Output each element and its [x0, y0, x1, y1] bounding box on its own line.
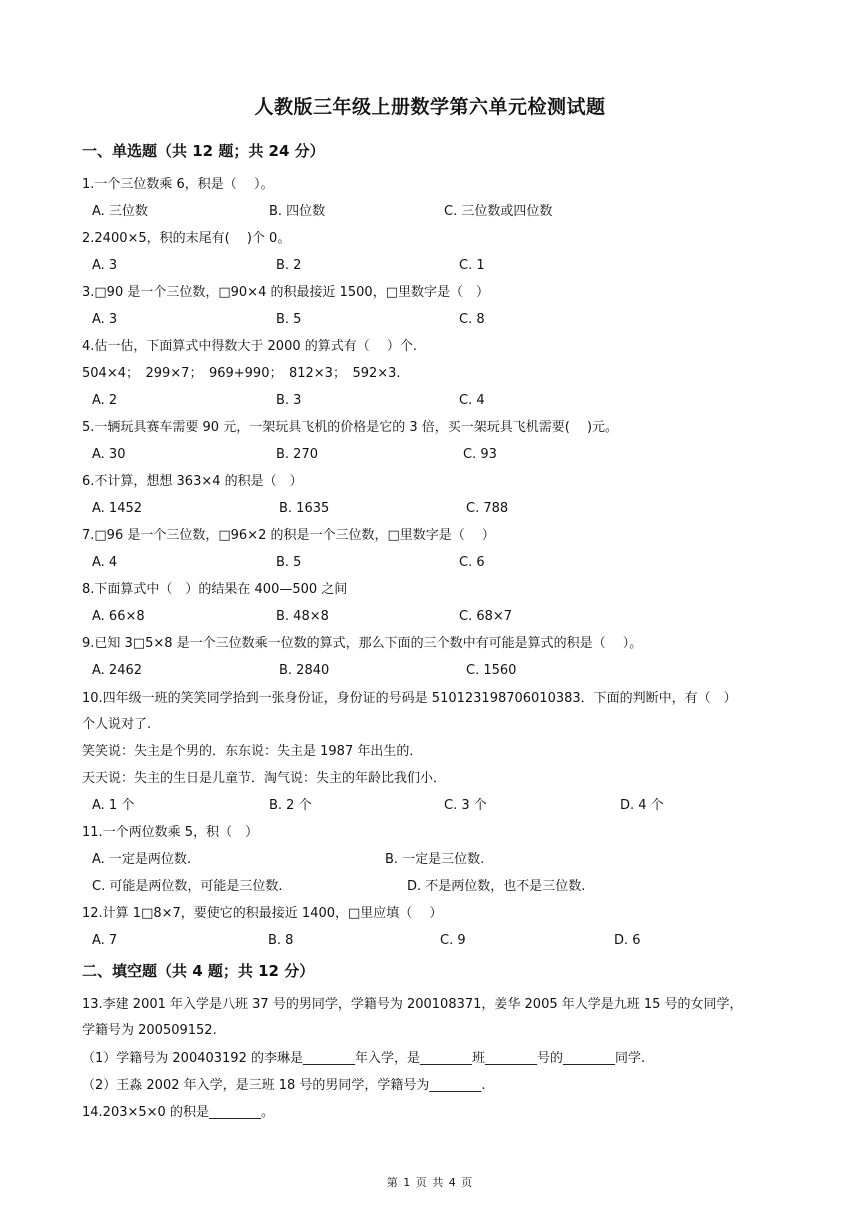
question-1-stem: 1.一个三位数乘 6，积是（ ）。 — [82, 177, 274, 192]
question-8-option-c: C. 68×7 — [459, 609, 513, 624]
question-6-option-a: A. 1452 — [92, 501, 143, 516]
question-14-stem: 14.203×5×0 的积是________。 — [82, 1105, 274, 1120]
question-13-sub-2: （2）王淼 2002 年入学，是三班 18 号的男同学，学籍号为________. — [82, 1078, 486, 1093]
question-10-stem: 10.四年级一班的笑笑同学拾到一张身份证，身份证的号码是 510123198706010383．下面的判断中，有（ ） — [82, 691, 737, 706]
question-10-statement-2: 天天说：失主的生日是儿童节．淘气说：失主的年龄比我们小． — [82, 771, 447, 786]
question-12-option-d: D. 6 — [614, 933, 641, 948]
question-3-option-a: A. 3 — [92, 312, 118, 327]
section-heading-single-choice: 一、单选题（共 12 题；共 24 分） — [82, 142, 325, 160]
question-3-option-b: B. 5 — [276, 312, 302, 327]
question-5-option-a: A. 30 — [92, 447, 126, 462]
question-1-option-b: B. 四位数 — [269, 204, 326, 219]
question-2-option-b: B. 2 — [276, 258, 302, 273]
question-10-option-c: C. 3 个 — [444, 798, 487, 813]
question-8-option-a: A. 66×8 — [92, 609, 145, 624]
question-13-stem: 13.李建 2001 年入学是八班 37 号的男同学，学籍号为 200108371，姜华 2005 年人学是九班 15 号的女同学， — [82, 997, 743, 1012]
question-10-option-b: B. 2 个 — [269, 798, 312, 813]
question-5-option-c: C. 93 — [463, 447, 497, 462]
question-7-option-a: A. 4 — [92, 555, 118, 570]
question-12-option-c: C. 9 — [440, 933, 466, 948]
question-10-stem-cont: 个人说对了. — [82, 717, 152, 732]
question-2-option-a: A. 3 — [92, 258, 118, 273]
question-9-stem: 9.已知 3□5×8 是一个三位数乘一位数的算式，那么下面的三个数中有可能是算式的积是（ ）。 — [82, 636, 643, 651]
question-7-stem: 7.□96 是一个三位数，□96×2 的积是一个三位数，□里数字是（ ） — [82, 528, 495, 543]
question-6-option-c: C. 788 — [466, 501, 509, 516]
question-13-sub-1: （1）学籍号为 200403192 的李琳是________年入学，是________班________号的________同学. — [82, 1051, 646, 1066]
question-2-option-c: C. 1 — [459, 258, 485, 273]
question-4-expressions: 504×4； 299×7； 969+990； 812×3； 592×3. — [82, 366, 401, 381]
question-4-option-b: B. 3 — [276, 393, 302, 408]
page-footer: 第 1 页 共 4 页 — [386, 1176, 474, 1189]
question-9-option-a: A. 2462 — [92, 663, 143, 678]
question-5-stem: 5.一辆玩具赛车需要 90 元，一架玩具飞机的价格是它的 3 倍，买一架玩具飞机需要( )元。 — [82, 420, 619, 435]
question-11-option-d: D. 不是两位数，也不是三位数. — [407, 879, 586, 894]
section-heading-fill-blank: 二、填空题（共 4 题；共 12 分） — [82, 962, 315, 980]
question-10-option-d: D. 4 个 — [620, 798, 664, 813]
question-11-option-c: C. 可能是两位数，可能是三位数. — [92, 879, 283, 894]
question-10-option-a: A. 1 个 — [92, 798, 135, 813]
question-11-option-a: A. 一定是两位数. — [92, 852, 192, 867]
question-12-stem: 12.计算 1□8×7，要使它的积最接近 1400，□里应填（ ） — [82, 906, 443, 921]
question-6-option-b: B. 1635 — [279, 501, 330, 516]
question-2-stem: 2.2400×5，积的末尾有( )个 0。 — [82, 231, 291, 246]
question-11-stem: 11.一个两位数乘 5，积（ ） — [82, 825, 259, 840]
question-12-option-a: A. 7 — [92, 933, 118, 948]
question-12-option-b: B. 8 — [268, 933, 294, 948]
page-title: 人教版三年级上册数学第六单元检测试题 — [254, 96, 606, 118]
question-4-stem: 4.估一估，下面算式中得数大于 2000 的算式有（ ）个. — [82, 339, 418, 354]
question-6-stem: 6.不计算，想想 363×4 的积是（ ） — [82, 474, 303, 489]
question-10-statement-1: 笑笑说：失主是个男的．东东说：失主是 1987 年出生的． — [82, 744, 423, 759]
question-5-option-b: B. 270 — [276, 447, 318, 462]
question-13-stem-cont: 学籍号为 200509152. — [82, 1023, 217, 1038]
question-1-option-a: A. 三位数 — [92, 204, 148, 219]
question-1-option-c: C. 三位数或四位数 — [444, 204, 553, 219]
question-4-option-a: A. 2 — [92, 393, 118, 408]
question-7-option-b: B. 5 — [276, 555, 302, 570]
question-7-option-c: C. 6 — [459, 555, 485, 570]
question-8-option-b: B. 48×8 — [276, 609, 329, 624]
question-3-option-c: C. 8 — [459, 312, 485, 327]
question-8-stem: 8.下面算式中（ ）的结果在 400—500 之间 — [82, 582, 348, 597]
question-9-option-b: B. 2840 — [279, 663, 330, 678]
question-3-stem: 3.□90 是一个三位数，□90×4 的积最接近 1500，□里数字是（ ） — [82, 285, 489, 300]
question-11-option-b: B. 一定是三位数. — [385, 852, 485, 867]
question-4-option-c: C. 4 — [459, 393, 485, 408]
question-9-option-c: C. 1560 — [466, 663, 517, 678]
